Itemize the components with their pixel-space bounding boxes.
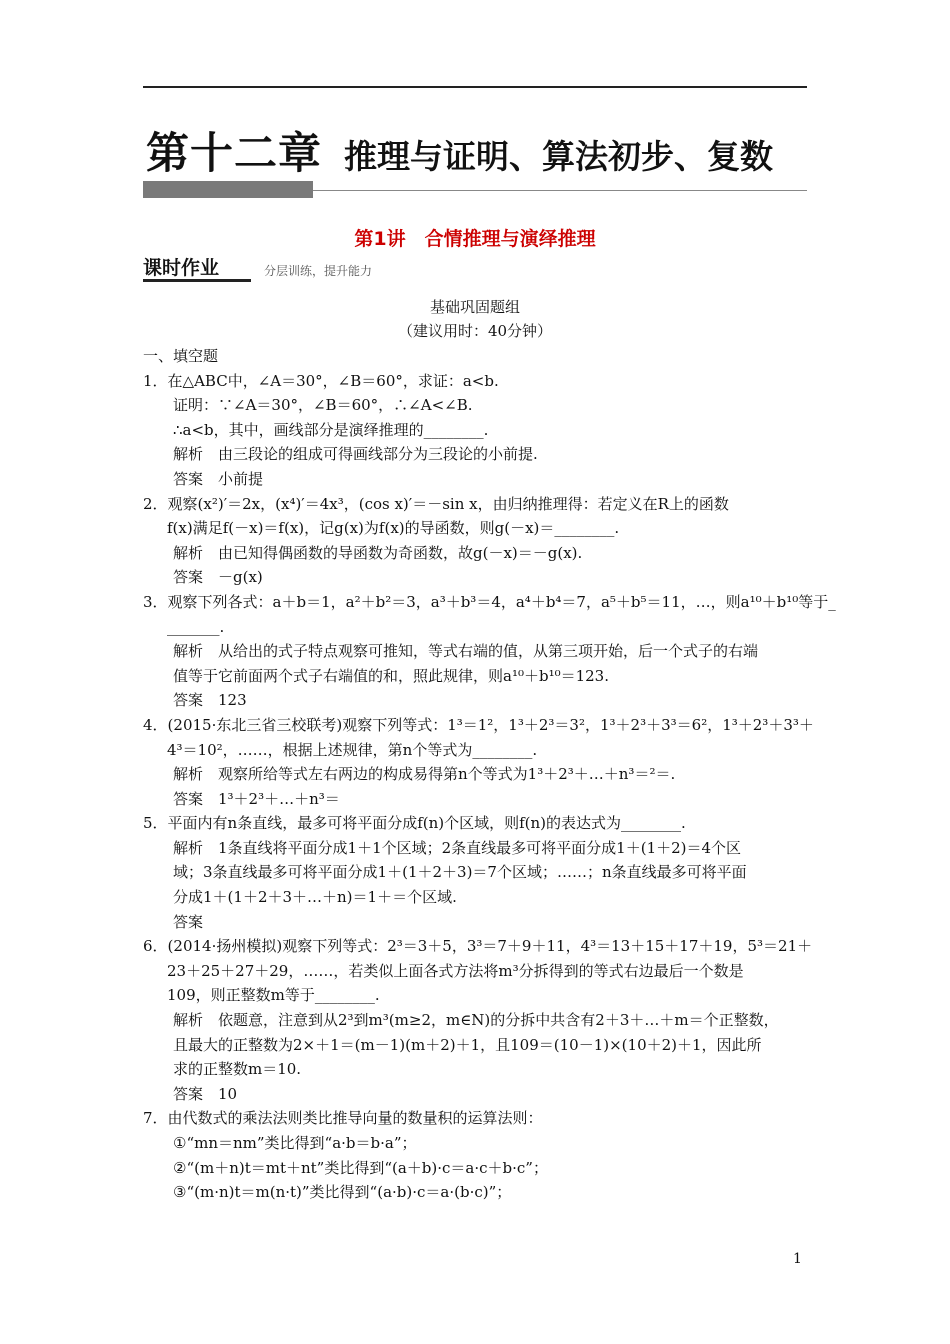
question-7-item-2: ②“(m＋n)t＝mt＋nt”类比得到“(a＋b)·c＝a·c＋b·c”； [173, 1158, 548, 1177]
question-6-blank: 109，则正整数m等于________. [167, 986, 380, 1005]
question-6-analysis: 解析 依题意，注意到从2³到m³(m≥2，m∈N)的分拆中共含有2＋3＋…＋m＝个正整数， [173, 1011, 779, 1030]
question-6: 6．(2014·扬州模拟)观察下列等式：2³＝3＋5，3³＝7＋9＋11，4³＝13＋15＋17＋19，5³＝21＋ [143, 937, 813, 956]
chapter-heading [146, 120, 806, 181]
header-rule [143, 86, 807, 88]
question-7-item-1: ①“mn＝nm”类比得到“a·b＝b·a”； [173, 1134, 417, 1152]
homework-subtitle: 分层训练，提升能力 [264, 264, 373, 278]
question-2-cont: f(x)满足f(－x)＝f(x)，记g(x)为f(x)的导函数，则g(－x)＝________. [167, 519, 620, 538]
chapter-underline [313, 190, 807, 191]
question-3-cont: _______. [167, 617, 225, 636]
section-heading: 一、填空题 [143, 347, 219, 365]
chapter-accent-bar [143, 181, 313, 198]
question-1-analysis: 解析 由三段论的组成可得画线部分为三段论的小前提. [173, 445, 538, 464]
chapter-number: 第十二章 [146, 129, 322, 179]
page-number: 1 [793, 1251, 802, 1267]
question-4: 4．(2015·东北三省三校联考)观察下列等式：1³＝1²，1³＋2³＝3²，1³＋2³＋3³＝6²，1³＋2³＋3³＋ [143, 715, 814, 734]
question-6-analysis-cont: 且最大的正整数为2×＋1＝(m－1)(m＋2)＋1，且109＝(10－1)×(10＋2)＋1，因此所 [173, 1035, 762, 1054]
lecture-title: 第1讲 合情推理与演绎推理 [354, 228, 596, 250]
homework-underline [143, 279, 251, 282]
question-5-answer: 答案 [173, 912, 204, 931]
homework-label: 课时作业 [143, 257, 220, 279]
question-5-analysis: 解析 1条直线将平面分成1＋1个区域；2条直线最多可将平面分成1＋(1＋2)＝4个区 [173, 838, 742, 857]
question-1-answer: 答案 小前提 [173, 469, 264, 488]
exercise-content [143, 344, 836, 1205]
question-2: 2．观察(x²)′＝2x，(x⁴)′＝4x³，(cos x)′＝－sin x，由归纳推理得：若定义在R上的函数 [143, 494, 729, 513]
question-4-analysis: 解析 观察所给等式左右两边的构成易得第n个等式为1³＋2³＋…＋n³＝²＝. [173, 765, 676, 784]
question-2-answer: 答案 －g(x) [173, 568, 263, 587]
question-5-analysis-end: 分成1＋(1＋2＋3＋…＋n)＝1＋＝个区域. [173, 888, 457, 907]
question-3-analysis-cont: 值等于它前面两个式子右端值的和，照此规律，则a¹⁰＋b¹⁰＝123. [173, 666, 609, 685]
question-2-analysis: 解析 由已知得偶函数的导函数为奇函数，故g(－x)＝－g(x). [173, 543, 583, 562]
question-7-item-3: ③“(m·n)t＝m(n·t)”类比得到“(a·b)·c＝a·(b·c)”； [173, 1183, 512, 1202]
question-3-answer: 答案 123 [173, 691, 247, 710]
question-6-answer: 答案 10 [173, 1084, 238, 1103]
question-7: 7．由代数式的乘法法则类比推导向量的数量积的运算法则： [143, 1109, 543, 1128]
question-4-cont: 4³＝10²，……，根据上述规律，第n个等式为________. [167, 740, 538, 759]
question-1-blank: ∴a<b，其中，画线部分是演绎推理的________. [173, 420, 489, 439]
question-6-analysis-end: 求的正整数m＝10. [173, 1060, 302, 1079]
question-5: 5．平面内有n条直线，最多可将平面分成f(n)个区域，则f(n)的表达式为________. [143, 814, 686, 833]
question-4-answer: 答案 1³＋2³＋…＋n³＝ [173, 789, 340, 808]
question-3-analysis: 解析 从给出的式子特点观察可推知，等式右端的值，从第三项开始，后一个式子的右端 [173, 642, 759, 661]
question-3: 3．观察下列各式：a＋b＝1，a²＋b²＝3，a³＋b³＝4，a⁴＋b⁴＝7，a⁵＋b⁵＝11，…，则a¹⁰＋b¹⁰等于_ [143, 592, 836, 611]
chapter-name: 推理与证明、算法初步、复数 [344, 137, 773, 176]
question-1-proof: 证明：∵∠A＝30°，∠B＝60°，∴∠A<∠B. [173, 396, 473, 415]
question-1: 1．在△ABC中，∠A＝30°，∠B＝60°，求证：a<b. [143, 371, 499, 390]
question-6-cont: 23＋25＋27＋29，……，若类似上面各式方法将m³分拆得到的等式右边最后一个数是 [167, 961, 744, 980]
question-5-analysis-cont: 域；3条直线最多可将平面分成1＋(1＋2＋3)＝7个区域；……；n条直线最多可将平面 [173, 863, 747, 882]
group-title: 基础巩固题组 [429, 298, 520, 316]
suggested-time: （建议用时：40分钟） [397, 322, 553, 340]
